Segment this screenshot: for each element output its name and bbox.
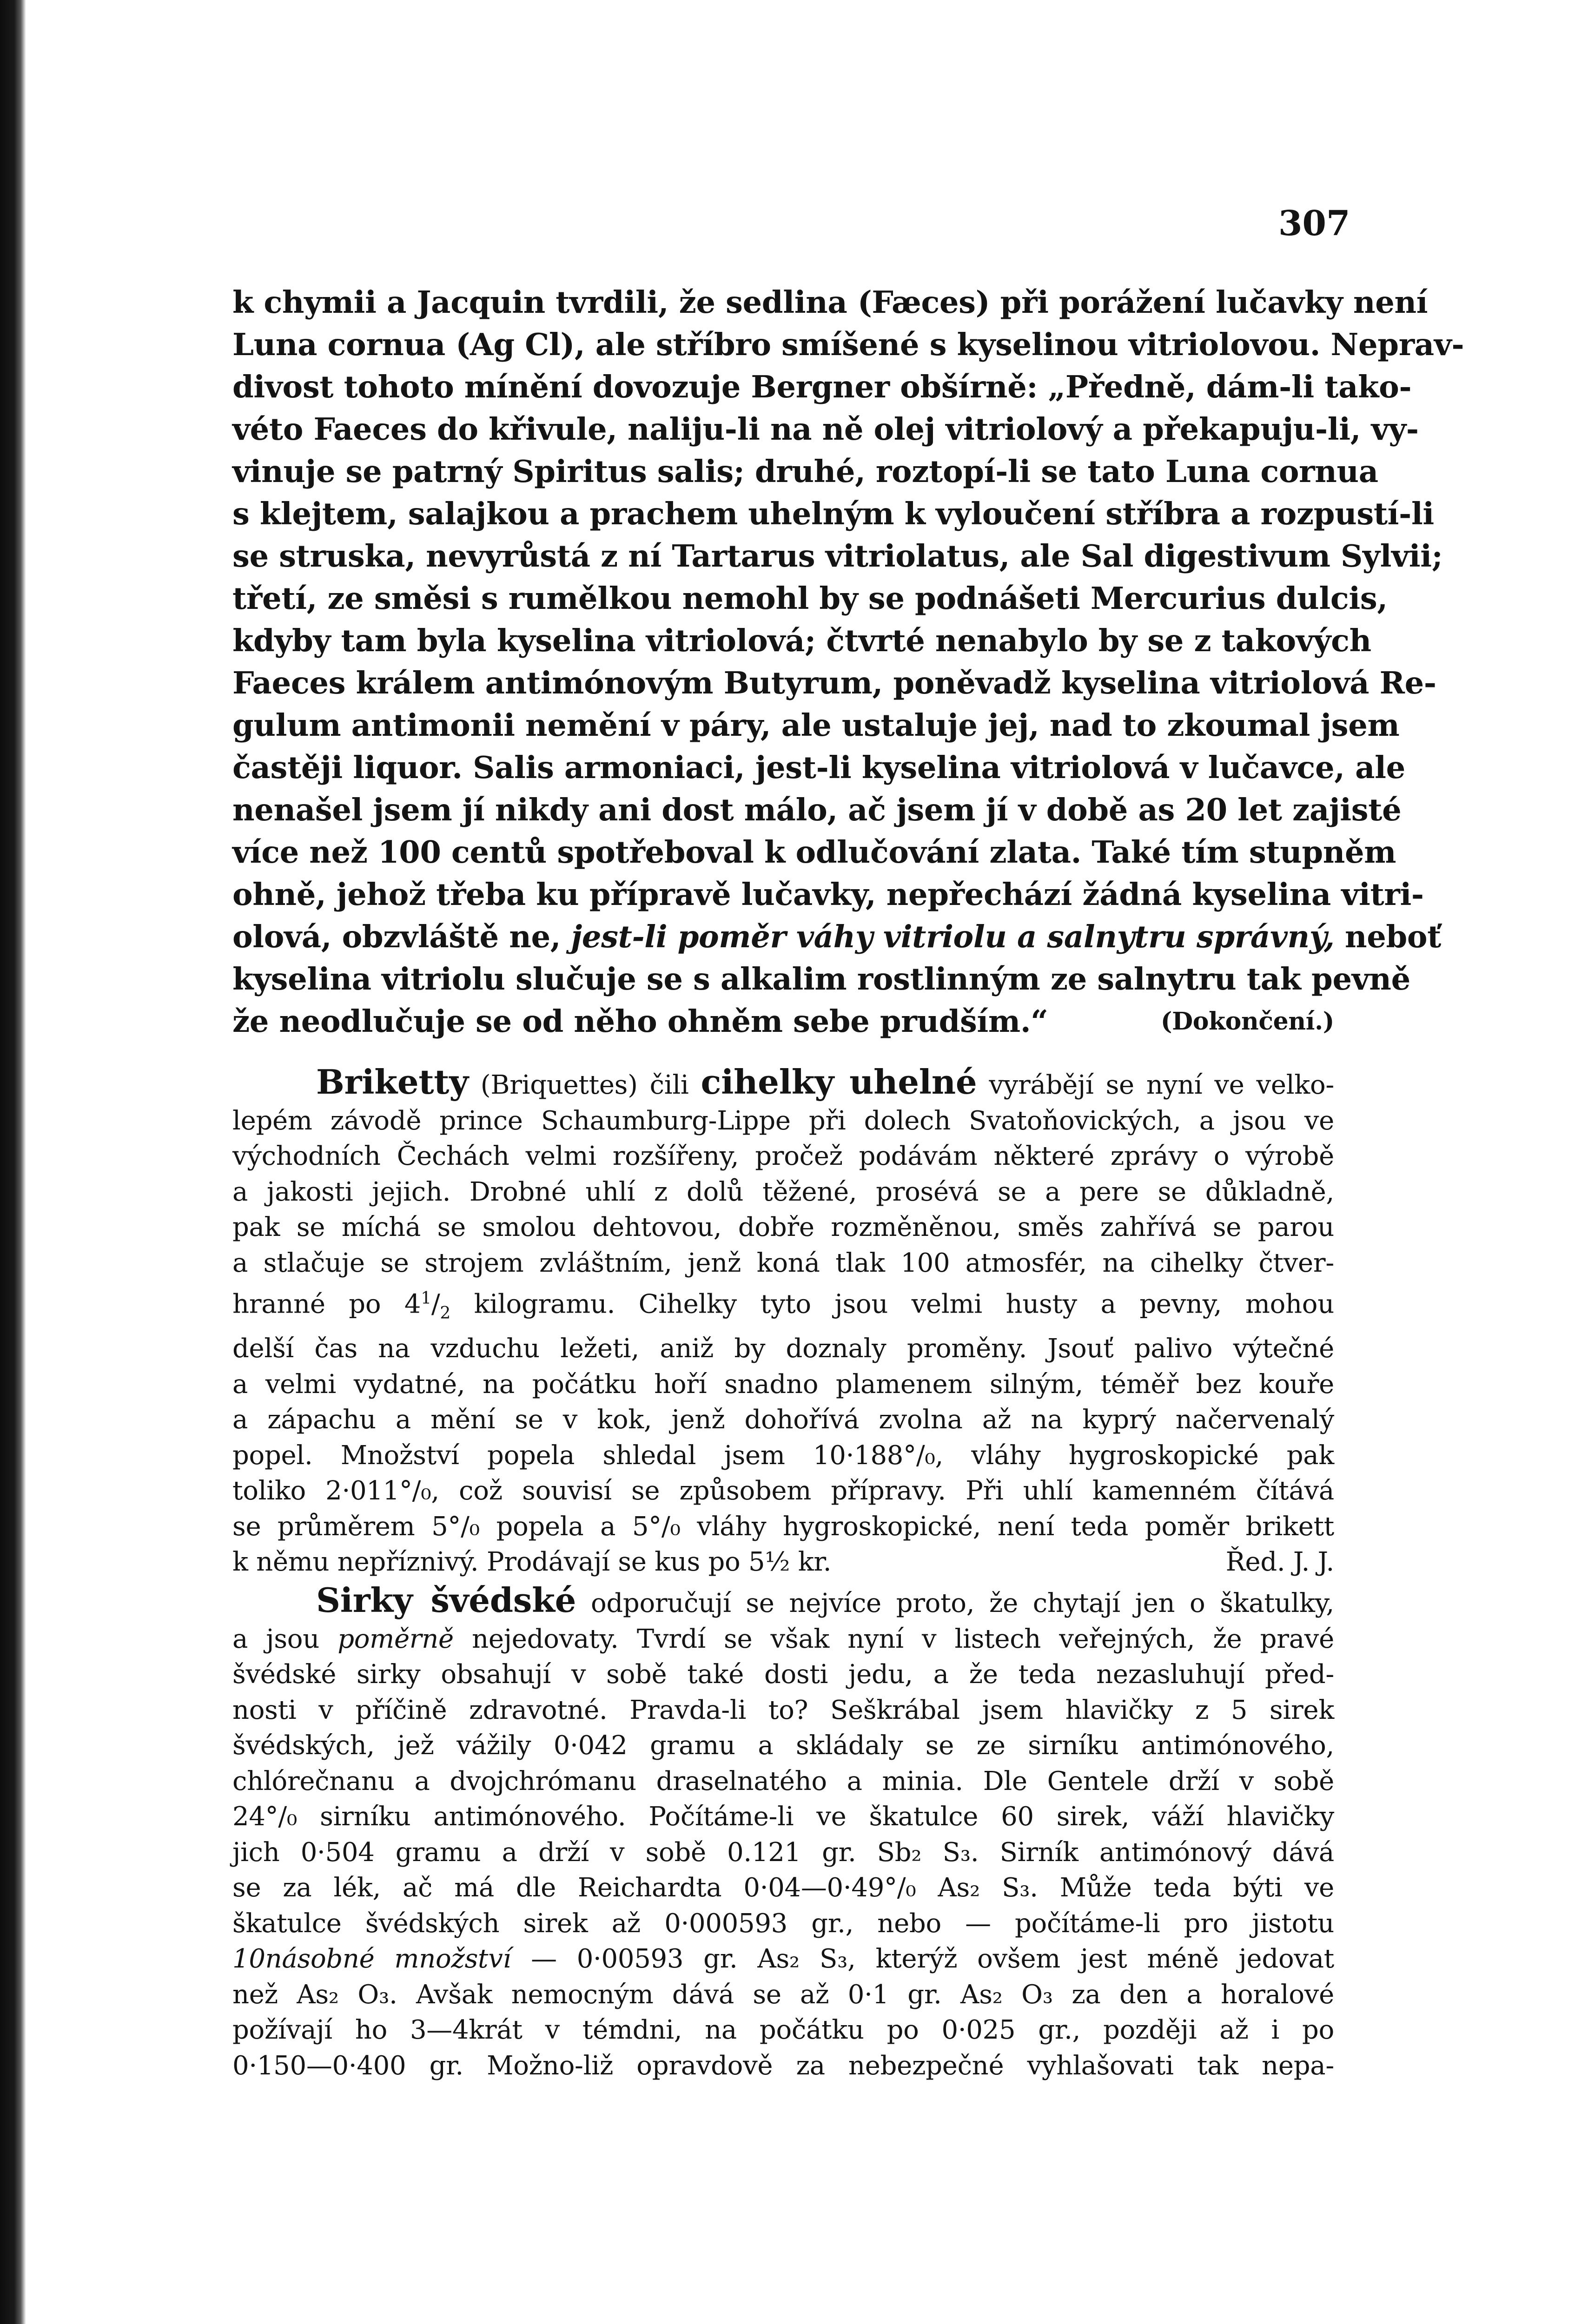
- text-line: [232, 1000, 1334, 1043]
- text-line: jich 0·504 gramu a drží v sobě 0.121 gr. Sb₂ S₃. Sirník antimónový dává: [232, 1837, 1334, 1868]
- text-line: [232, 1545, 1334, 1580]
- heading-briketty: Briketty: [316, 1062, 469, 1102]
- text-line: se za lék, ač má dle Reichardta 0·04—0·49°/₀ As₂ S₃. Může teda býti ve: [232, 1873, 1334, 1903]
- text-line: švédské sirky obsahují v sobě také dosti jedu, a že teda nezasluhují před-: [232, 1659, 1334, 1690]
- text-segment: (Briquettes) čili: [480, 1070, 689, 1100]
- text-line: a velmi vydatné, na počátku hoří snadno plamenem silným, téměř bez kouře: [232, 1369, 1334, 1400]
- text-line: chlórečnanu a dvojchrómanu draselnatého a minia. Dle Gentele drží v sobě: [232, 1766, 1334, 1796]
- text-line: švédských, jež vážily 0·042 gramu a skládaly se ze sirníku antimónového,: [232, 1730, 1334, 1761]
- text-segment: vyrábějí se nyní ve velko-: [989, 1070, 1334, 1100]
- text-line: popel. Množství popela shledal jsem 10·188°/₀, vláhy hygroskopické pak: [232, 1440, 1334, 1471]
- text-segment: nejedovaty. Tvrdí se však nyní v listech veřejných, že pravé: [472, 1624, 1334, 1654]
- text-line: s klejtem, salajkou a prachem uhelným k vyloučení stříbra a rozpustí-li: [232, 496, 1434, 532]
- text-line: divost tohoto mínění dovozuje Bergner obšírně: „Předně, dám-li tako-: [232, 369, 1412, 405]
- text-line: kdyby tam byla kyselina vitriolová; čtvrté nenabylo by se z takových: [232, 623, 1371, 659]
- text-line: [232, 1941, 1334, 1977]
- text-line: nenašel jsem jí nikdy ani dost málo, ač jsem jí v době as 20 let zajisté: [232, 792, 1402, 828]
- text-line: častěji liquor. Salis armoniaci, jest-li kyselina vitriolová v lučavce, ale: [232, 750, 1405, 786]
- text-segment: odporučují se nejvíce proto, že chytají jen o škatulky,: [590, 1588, 1334, 1618]
- text-line: [232, 1281, 1334, 1331]
- text-line: [232, 1622, 1334, 1657]
- fraction-slash: /: [431, 1289, 440, 1320]
- page-number: 307: [1278, 204, 1350, 244]
- book-spine-shadow: [0, 0, 26, 2324]
- paragraph-sirky: [232, 1580, 1334, 2084]
- text-line: Faeces králem antimónovým Butyrum, poněvadž kyselina vitriolová Re-: [232, 665, 1436, 701]
- text-line: toliko 2·011°/₀, což souvisí se způsobem přípravy. Při uhlí kamenném čítává: [232, 1476, 1334, 1506]
- paragraph-chymie: [232, 281, 1464, 1043]
- text-segment: hranné po 4: [232, 1289, 421, 1320]
- text-line: a zápachu a mění se v kok, jenž dohořívá zvolna až na kyprý načervenalý: [232, 1405, 1334, 1435]
- text-line: [232, 916, 1442, 958]
- text-line: véto Faeces do křivule, naliju-li na ně olej vitriolový a překapuju-li, vy-: [232, 411, 1419, 447]
- fraction-denominator: 2: [440, 1303, 451, 1323]
- text-line: pak se míchá se smolou dehtovou, dobře rozměněnou, směs zahřívá se parou: [232, 1212, 1334, 1242]
- heading-sirky: Sirky švédské: [316, 1580, 576, 1620]
- text-line: gulum antimonii nemění v páry, ale ustaluje jej, nad to zkoumal jsem: [232, 707, 1400, 743]
- text-line: a jakosti jejich. Drobné uhlí z dolů těžené, prosévá se a pere se důkladně,: [232, 1176, 1334, 1207]
- text-line: [232, 1064, 1334, 1103]
- text-line: než As₂ O₃. Avšak nemocným dává se až 0·1 gr. As₂ O₃ za den a horalové: [232, 1979, 1334, 2010]
- text-segment: kilogramu. Cihelky tyto jsou velmi husty a pevny, mohou: [474, 1289, 1334, 1320]
- italic-phrase: poměrně: [337, 1624, 454, 1654]
- text-line: delší čas na vzduchu ležeti, aniž by doznaly proměny. Jsouť palivo výtečné: [232, 1334, 1334, 1364]
- text-line: 0·150—0·400 gr. Možno-liž opravdově za nebezpečné vyhlašovati tak nepa-: [232, 2050, 1334, 2081]
- text-line: ohně, jehož třeba ku přípravě lučavky, nepřechází žádná kyselina vitri-: [232, 877, 1424, 912]
- text-segment: — 0·00593 gr. As₂ S₃, kterýž ovšem jest méně jedovat: [531, 1944, 1334, 1974]
- text-line: třetí, ze směsi s rumělkou nemohl by se podnášeti Mercurius dulcis,: [232, 581, 1388, 616]
- text-line: 24°/₀ sirníku antimónového. Počítáme-li ve škatulce 60 sirek, váží hlavičky: [232, 1802, 1334, 1832]
- text-line: vinuje se patrný Spiritus salis; druhé, roztopí-li se tato Luna cornua: [232, 454, 1378, 489]
- text-line: požívají ho 3—4krát v témdni, na počátku po 0·025 gr., později až i po: [232, 2015, 1334, 2045]
- heading-cihelky: cihelky uhelné: [701, 1062, 977, 1102]
- text-segment: neboť: [1344, 919, 1442, 955]
- text-line: nosti v příčině zdravotné. Pravda-li to? Seškrábal jsem hlavičky z 5 sirek: [232, 1695, 1334, 1725]
- text-line: Luna cornua (Ag Cl), ale stříbro smíšené s kyselinou vitriolovou. Neprav-: [232, 327, 1464, 363]
- text-line: více než 100 centů spotřeboval k odlučování zlata. Také tím stupněm: [232, 834, 1396, 870]
- text-line: k chymii a Jacquin tvrdili, že sedlina (Fæces) při porážení lučavky není: [232, 284, 1428, 320]
- text-line: kyselina vitriolu slučuje se s alkalim rostlinným ze salnytru tak pevně: [232, 961, 1410, 997]
- italic-phrase: 10násobné množství: [232, 1944, 511, 1974]
- text-line: východních Čechách velmi rozšířeny, pročež podávám některé zprávy o výrobě: [232, 1141, 1334, 1171]
- text-line: [232, 1580, 1334, 1622]
- text-line: se struska, nevyrůstá z ní Tartarus vitriolatus, ale Sal digestivum Sylvii;: [232, 538, 1443, 574]
- text-segment: k němu nepříznivý. Prodávají se kus po 5½ kr.: [232, 1547, 832, 1578]
- text-segment: a jsou: [232, 1624, 319, 1654]
- fraction-numerator: 1: [421, 1289, 431, 1308]
- text-line: škatulce švédských sirek až 0·000593 gr., nebo — počítáme-li pro jistotu: [232, 1908, 1334, 1939]
- text-line: se průměrem 5°/₀ popela a 5°/₀ vláhy hygroskopické, není teda poměr brikett: [232, 1511, 1334, 1542]
- italic-phrase: jest-li poměr váhy vitriolu a salnytru správný,: [571, 919, 1335, 955]
- editor-signature: Řed. J. J.: [1225, 1547, 1334, 1578]
- text-segment: že neodlučuje se od něho ohněm sebe prudším.“: [232, 1004, 1048, 1039]
- continuation-note: (Dokončení.): [1160, 1007, 1334, 1036]
- text-line: lepém závodě prince Schaumburg-Lippe při dolech Svatoňovických, a jsou ve: [232, 1105, 1334, 1136]
- paragraph-briketty: [232, 1064, 1334, 1580]
- text-segment: olová, obzvláště ne,: [232, 919, 561, 955]
- text-line: a stlačuje se strojem zvláštním, jenž koná tlak 100 atmosfér, na cihelky čtver-: [232, 1248, 1334, 1278]
